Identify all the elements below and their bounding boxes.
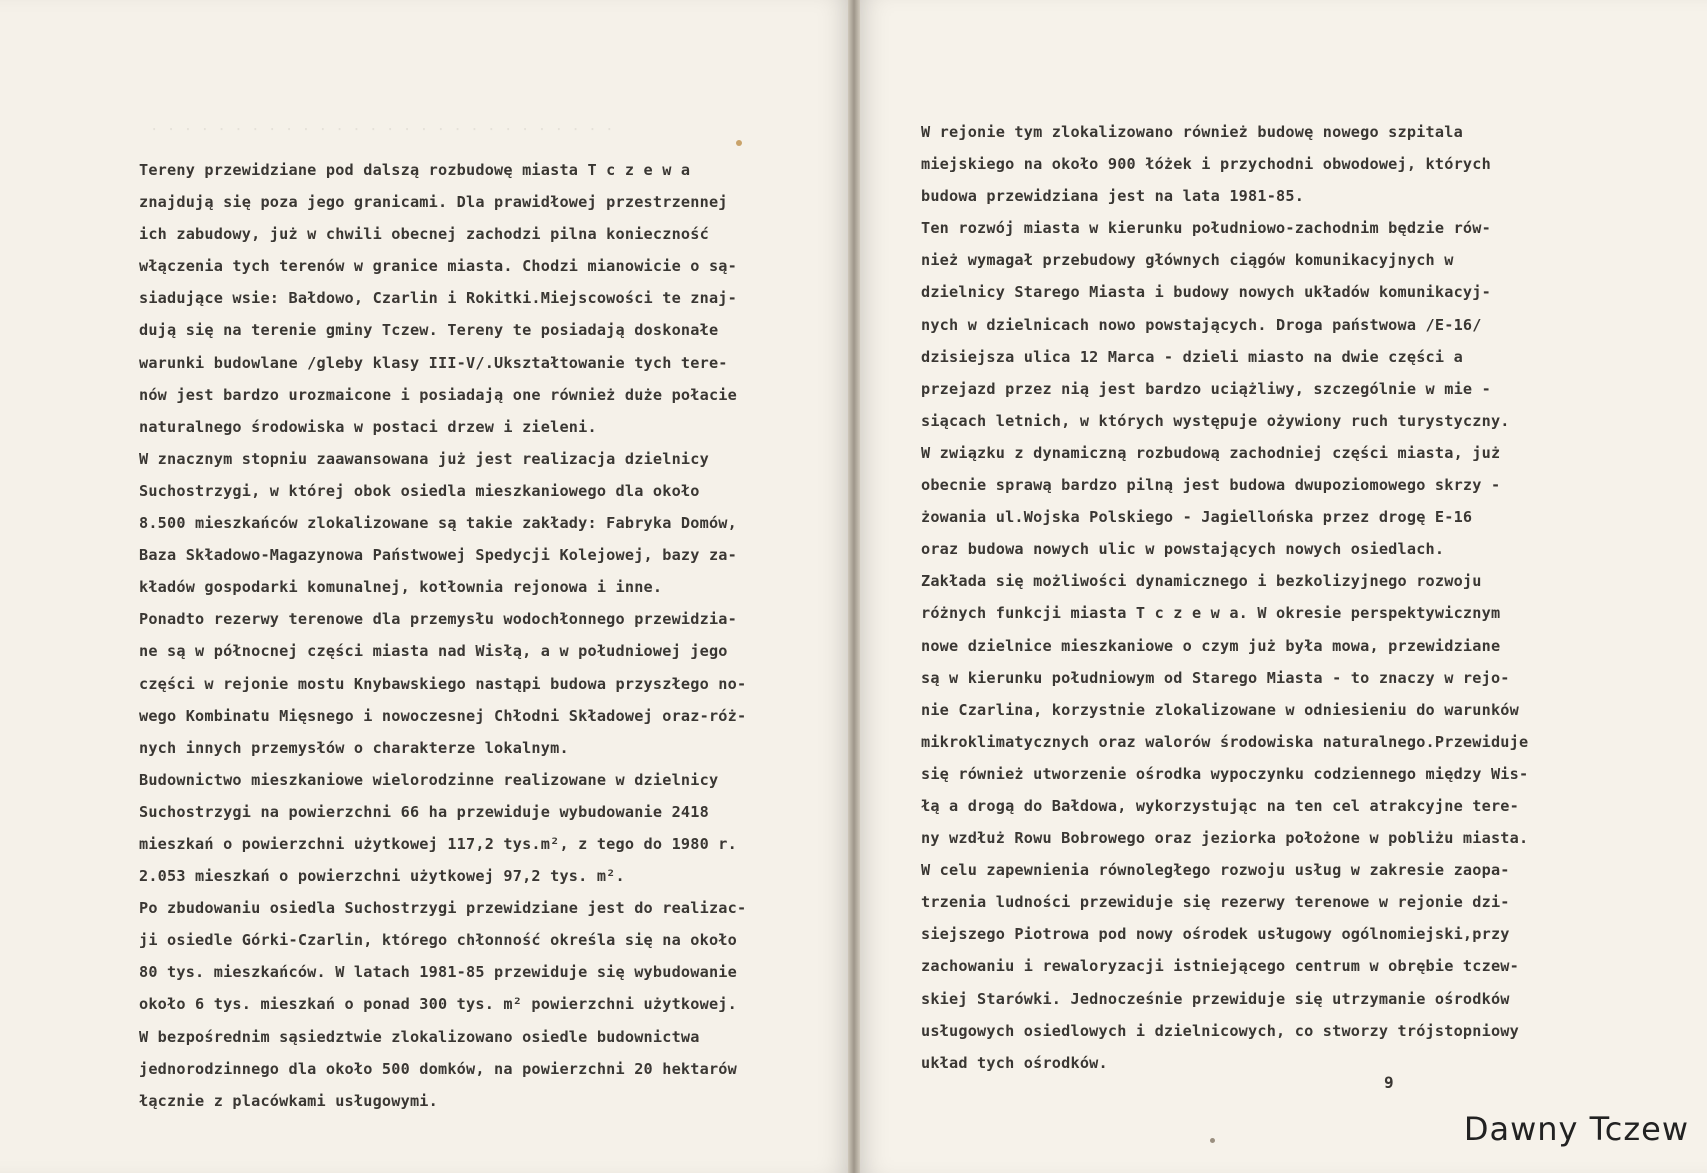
text-line: 2.053 mieszkań o powierzchni użytkowej 97,2 tys. m². <box>139 867 625 886</box>
text-line: trzenia ludności przewiduje się rezerwy terenowe w rejonie dzi- <box>921 893 1510 912</box>
left-page-text <box>139 154 746 1117</box>
text-line: łą a drogą do Bałdowa, wykorzystując na ten cel atrakcyjne tere- <box>921 796 1519 815</box>
text-line: skiej Starówki. Jednocześnie przewiduje się utrzymanie ośrodków <box>921 989 1510 1008</box>
text-line: żowania ul.Wojska Polskiego - Jagiellońska przez drogę E-16 <box>921 508 1473 527</box>
right-page-text <box>921 116 1528 1079</box>
text-line: zachowaniu i rewaloryzacji istniejącego centrum w obrębie tczew- <box>921 957 1519 976</box>
text-line: warunki budowlane /gleby klasy III-V/.Ukształtowanie tych tere- <box>139 353 728 372</box>
text-line: ji osiedle Górki-Czarlin, którego chłonność określa się na około <box>139 931 737 950</box>
text-line: około 6 tys. mieszkań o ponad 300 tys. m² powierzchni użytkowej. <box>139 995 737 1014</box>
text-line: ich zabudowy, już w chwili obecnej zachodzi pilna konieczność <box>139 225 709 244</box>
text-line: Zakłada się możliwości dynamicznego i bezkolizyjnego rozwoju <box>921 572 1482 591</box>
text-line: Po zbudowaniu osiedla Suchostrzygi przewidziane jest do realizac- <box>139 899 747 918</box>
text-line: znajdują się poza jego granicami. Dla prawidłowej przestrzennej <box>139 193 728 212</box>
ink-spot <box>1210 1138 1215 1143</box>
text-line: nież wymagał przebudowy głównych ciągów komunikacyjnych w <box>921 251 1454 270</box>
text-line: nów jest bardzo urozmaicone i posiadają one również duże połacie <box>139 385 737 404</box>
text-line: nie Czarlina, korzystnie zlokalizowane w odniesieniu do warunków <box>921 700 1519 719</box>
text-line: Suchostrzygi na powierzchni 66 ha przewiduje wybudowanie 2418 <box>139 802 709 821</box>
text-line: W związku z dynamiczną rozbudową zachodniej części miasta, już <box>921 443 1501 462</box>
ink-spot <box>736 140 742 146</box>
watermark-logo: Dawny Tczew <box>1463 1110 1689 1148</box>
left-page <box>0 0 848 1173</box>
right-page <box>860 0 1707 1173</box>
text-line: 8.500 mieszkańców zlokalizowane są takie zakłady: Fabryka Domów, <box>139 514 737 533</box>
text-line: W znacznym stopniu zaawansowana już jest realizacja dzielnicy <box>139 449 709 468</box>
text-line: dzisiejsza ulica 12 Marca - dzieli miasto na dwie części a <box>921 347 1463 366</box>
text-line: Suchostrzygi, w której obok osiedla mieszkaniowego dla około <box>139 481 700 500</box>
bleed-through-text: · · · · · · · · · · · · · · · · · · · · · · · · · · · · <box>150 120 614 136</box>
text-line: różnych funkcji miasta T c z e w a. W okresie perspektywicznym <box>921 604 1501 623</box>
text-line: nych w dzielnicach nowo powstających. Droga państwowa /E-16/ <box>921 315 1482 334</box>
text-line: nowe dzielnice mieszkaniowe o czym już była mowa, przewidziane <box>921 636 1501 655</box>
text-line: przejazd przez nią jest bardzo uciążliwy, szczególnie w mie - <box>921 379 1491 398</box>
text-line: łącznie z placówkami usługowymi. <box>139 1091 438 1110</box>
text-line: budowa przewidziana jest na lata 1981-85. <box>921 187 1305 206</box>
page-number: 9 <box>1384 1073 1394 1092</box>
text-line: kładów gospodarki komunalnej, kotłownia rejonowa i inne. <box>139 578 663 597</box>
text-line: W celu zapewnienia równoległego rozwoju usług w zakresie zaopa- <box>921 861 1510 880</box>
text-line: 80 tys. mieszkańców. W latach 1981-85 przewiduje się wybudowanie <box>139 963 737 982</box>
text-line: ne są w północnej części miasta nad Wisłą, a w południowej jego <box>139 642 728 661</box>
text-line: siejszego Piotrowa pod nowy ośrodek usługowy ogólnomiejski,przy <box>921 925 1510 944</box>
text-line: Ten rozwój miasta w kierunku południowo-zachodnim będzie rów- <box>921 219 1491 238</box>
text-line: usługowych osiedlowych i dzielnicowych, co stworzy trójstopniowy <box>921 1021 1519 1040</box>
text-line: mieszkań o powierzchni użytkowej 117,2 tys.m², z tego do 1980 r. <box>139 834 737 853</box>
text-line: jednorodzinnego dla około 500 domków, na powierzchni 20 hektarów <box>139 1059 737 1078</box>
text-line: Tereny przewidziane pod dalszą rozbudowę miasta T c z e w a <box>139 161 691 179</box>
text-line: oraz budowa nowych ulic w powstających nowych osiedlach. <box>921 540 1445 559</box>
text-line: obecnie sprawą bardzo pilną jest budowa dwupoziomowego skrzy - <box>921 476 1501 495</box>
text-line: ny wzdłuż Rowu Bobrowego oraz jeziorka położone w pobliżu miasta. <box>921 829 1529 848</box>
text-line: mikroklimatycznych oraz walorów środowiska naturalnego.Przewiduje <box>921 732 1529 751</box>
text-line: W bezpośrednim sąsiedztwie zlokalizowano osiedle budownictwa <box>139 1027 700 1046</box>
text-line: układ tych ośrodków. <box>921 1053 1108 1072</box>
text-line: wego Kombinatu Mięsnego i nowoczesnej Chłodni Składowej oraz-róż- <box>139 706 747 725</box>
text-line: włączenia tych terenów w granice miasta. Chodzi mianowicie o są- <box>139 257 737 276</box>
text-line: naturalnego środowiska w postaci drzew i zieleni. <box>139 417 597 436</box>
text-line: miejskiego na około 900 łóżek i przychodni obwodowej, których <box>921 155 1491 174</box>
text-line: dzielnicy Starego Miasta i budowy nowych układów komunikacyj- <box>921 283 1491 302</box>
text-line: są w kierunku południowym od Starego Miasta - to znaczy w rejo- <box>921 668 1510 687</box>
text-line: Budownictwo mieszkaniowe wielorodzinne realizowane w dzielnicy <box>139 770 719 789</box>
text-line: się również utworzenie ośrodka wypoczynku codziennego między Wis- <box>921 764 1529 783</box>
text-line: Baza Składowo-Magazynowa Państwowej Spedycji Kolejowej, bazy za- <box>139 546 737 565</box>
text-line: siącach letnich, w których występuje ożywiony ruch turystyczny. <box>921 411 1510 430</box>
text-line: nych innych przemysłów o charakterze lokalnym. <box>139 738 569 757</box>
text-line: dują się na terenie gminy Tczew. Tereny te posiadają doskonałe <box>139 321 719 340</box>
text-line: siadujące wsie: Bałdowo, Czarlin i Rokitki.Miejscowości te znaj- <box>139 289 737 308</box>
text-line: W rejonie tym zlokalizowano również budowę nowego szpitala <box>921 123 1463 141</box>
text-line: Ponadto rezerwy terenowe dla przemysłu wodochłonnego przewidzia- <box>139 610 737 629</box>
book-gutter <box>848 0 860 1173</box>
text-line: części w rejonie mostu Knybawskiego nastąpi budowa przyszłego no- <box>139 674 747 693</box>
